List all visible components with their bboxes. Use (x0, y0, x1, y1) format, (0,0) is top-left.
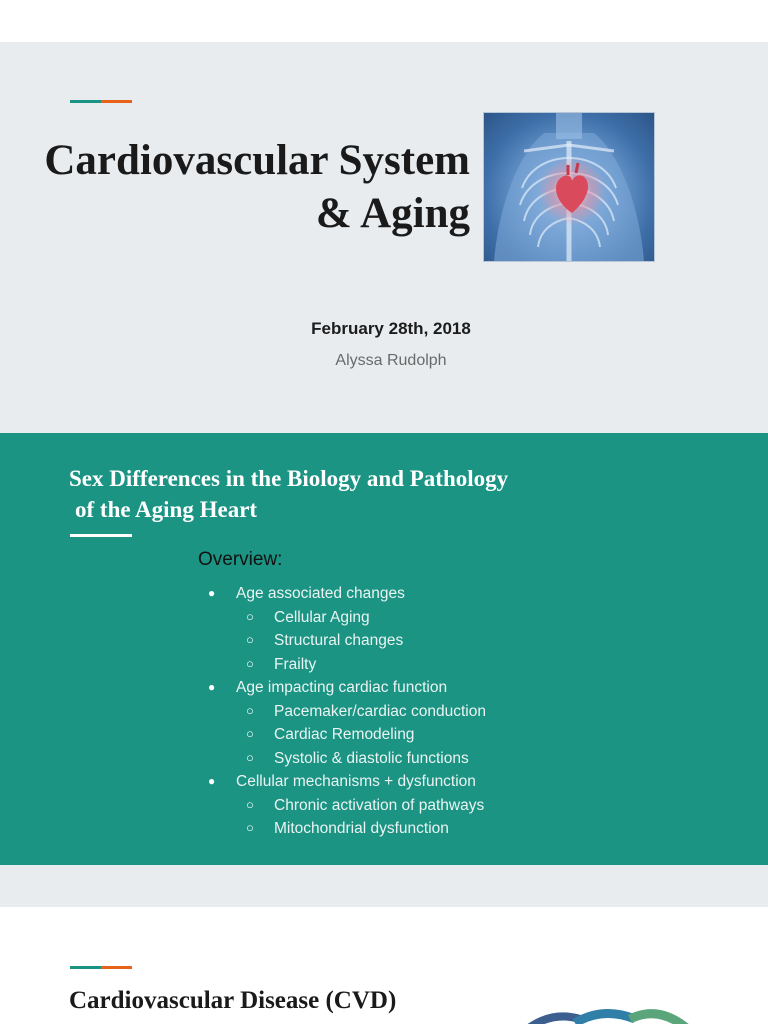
bullet-text: Age associated changes (236, 585, 405, 602)
sub-bullet-item (0, 797, 768, 821)
sub-bullet-item (0, 632, 768, 656)
bullet-text: Mitochondrial dysfunction (274, 820, 449, 837)
sub-bullet-item (0, 703, 768, 727)
bullet-text: Frailty (274, 655, 317, 673)
filled-circle-bullet-icon: ● (208, 774, 216, 788)
slide-overview (0, 433, 768, 865)
hollow-circle-bullet-icon: ○ (246, 820, 254, 835)
bullet-text: Systolic & diastolic functions (274, 749, 469, 767)
heading-underline (70, 534, 132, 537)
accent-bar (70, 966, 132, 969)
bullet-item (0, 585, 768, 609)
overview-bullet-list (0, 585, 768, 844)
hollow-circle-bullet-icon: ○ (246, 702, 254, 718)
sub-bullet-item (0, 609, 768, 633)
title-line-1: Cardiovascular System (44, 137, 470, 184)
filled-circle-bullet-icon: ● (208, 680, 216, 694)
slide-title-heading (10, 134, 470, 240)
hollow-circle-bullet-icon: ○ (246, 608, 254, 624)
bullet-item (0, 679, 768, 703)
title-line-2: of the Aging Heart (75, 497, 258, 522)
hollow-circle-bullet-icon: ○ (246, 655, 254, 671)
bullet-text: Cellular Aging (274, 608, 370, 626)
sub-bullet-item (0, 820, 768, 844)
presentation-author: Alyssa Rudolph (335, 352, 447, 369)
hollow-circle-bullet-icon: ○ (246, 749, 254, 765)
heart-illustration (484, 113, 654, 261)
bullet-text: Cardiac Remodeling (274, 726, 415, 743)
bullet-text: Age impacting cardiac function (236, 679, 448, 696)
title-line-1: Sex Differences in the Biology and Pathology (69, 466, 509, 491)
slide-overview-heading (69, 463, 629, 525)
page-top-margin (0, 0, 768, 42)
filled-circle-bullet-icon: ● (208, 586, 216, 600)
heart-xray-image (483, 112, 655, 262)
title-line-2: & Aging (315, 190, 470, 237)
cvd-logo-image (520, 1005, 700, 1024)
accent-bar (70, 100, 132, 103)
sub-bullet-item (0, 750, 768, 774)
hollow-circle-bullet-icon: ○ (246, 632, 254, 647)
slide-cvd (0, 907, 768, 1024)
hollow-circle-bullet-icon: ○ (246, 796, 254, 812)
slide-gap (0, 865, 768, 907)
bullet-text: Structural changes (274, 632, 404, 649)
hollow-circle-bullet-icon: ○ (246, 726, 254, 741)
bullet-text: Cellular mechanisms + dysfunction (236, 773, 476, 790)
slide-title (0, 42, 768, 433)
slide-cvd-heading: Cardiovascular Disease (CVD) (69, 987, 397, 1014)
bullet-item (0, 773, 768, 797)
presentation-date: February 28th, 2018 (311, 319, 471, 338)
overview-label: Overview: (198, 549, 283, 570)
sub-bullet-item (0, 656, 768, 680)
bullet-text: Chronic activation of pathways (274, 796, 485, 814)
sub-bullet-item (0, 726, 768, 750)
bullet-text: Pacemaker/cardiac conduction (274, 702, 486, 720)
